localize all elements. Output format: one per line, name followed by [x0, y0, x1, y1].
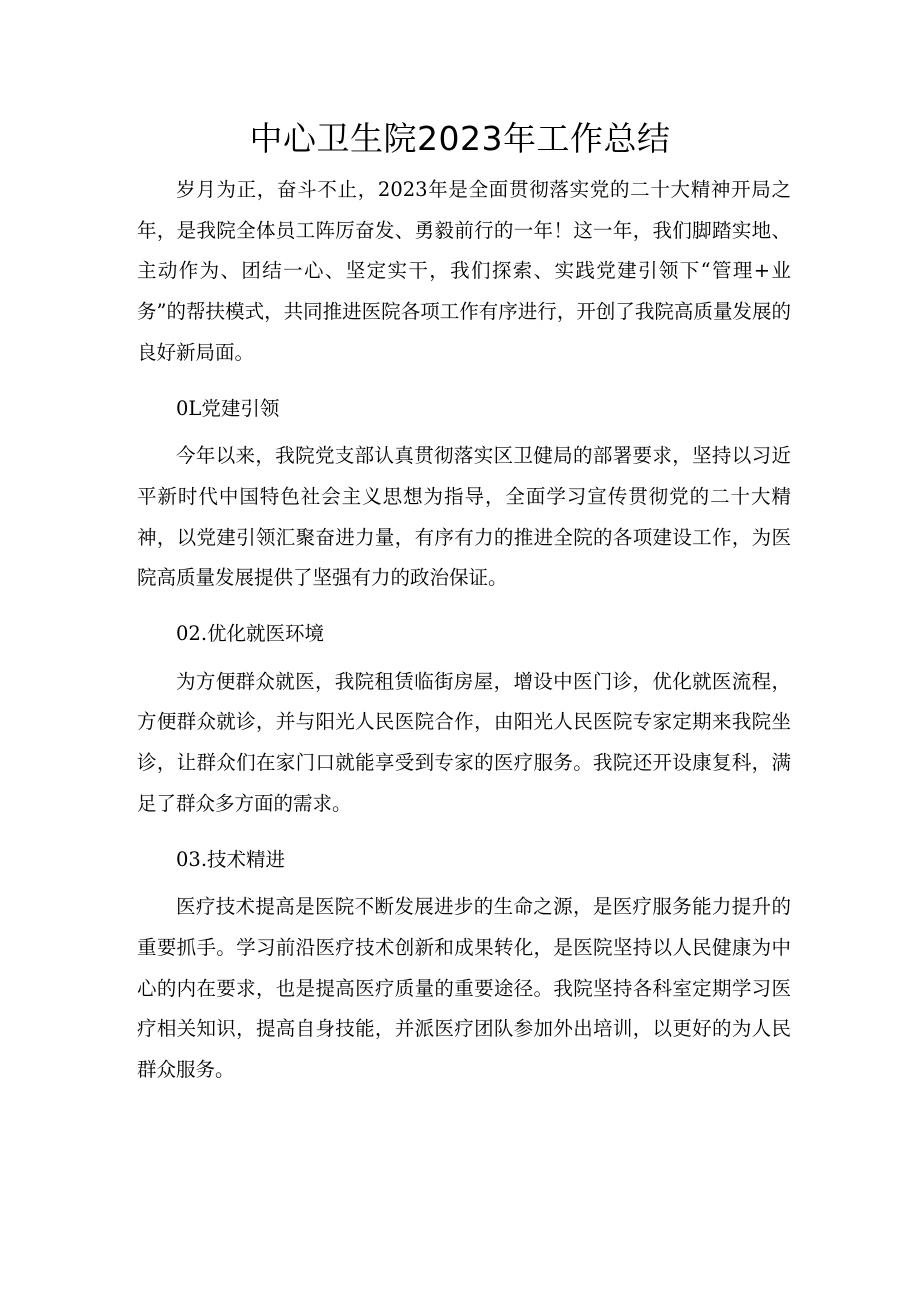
section-heading-party: 0L党建引领 — [176, 396, 280, 420]
intro-paragraph: 岁月为正，奋斗不止，2023年是全面贯彻落实党的二十大精神开局之年，是我院全体员工阵厉奋发、勇毅前行的一年！这一年，我们脚踏实地、主动作为、团结一心、坚定实干，我们探索、实践党建引领下“管理+业务”的帮扶模式，共同推进医院各项工作有序进行，开创了我院高质量发展的良好新局面。 — [137, 178, 791, 364]
section-body-technology: 医疗技术提高是医院不断发展进步的生命之源，是医疗服务能力提升的重要抓手。学习前沿医疗技术创新和成果转化，是医院坚持以人民健康为中心的内在要求，也是提高医疗质量的重要途径。我院坚持各科室定期学习医疗相关知识，提高自身技能，并派医疗团队参加外出培训，以更好的为人民群众服务。 — [137, 895, 791, 1082]
document-title: 中心卫生院2023年工作总结 — [249, 119, 671, 158]
document-body — [137, 170, 791, 1091]
section-heading-technology: 03.技术精进 — [176, 847, 286, 871]
section-heading-environment: 02.优化就医环境 — [176, 622, 325, 646]
section-body-environment: 为方便群众就医，我院租赁临街房屋，增设中医门诊，优化就医流程，方便群众就诊，并与阳光人民医院合作，由阳光人民医院专家定期来我院坐诊，让群众们在家门口就能享受到专家的医疗服务。我院还开设康复科，满足了群众多方面的需求。 — [137, 669, 791, 815]
section-body-party: 今年以来，我院党支部认真贯彻落实区卫健局的部署要求，坚持以习近平新时代中国特色社会主义思想为指导，全面学习宣传贯彻党的二十大精神，以党建引领汇聚奋进力量，有序有力的推进全院的各项建设工作，为医院高质量发展提供了坚强有力的政治保证。 — [137, 444, 791, 590]
